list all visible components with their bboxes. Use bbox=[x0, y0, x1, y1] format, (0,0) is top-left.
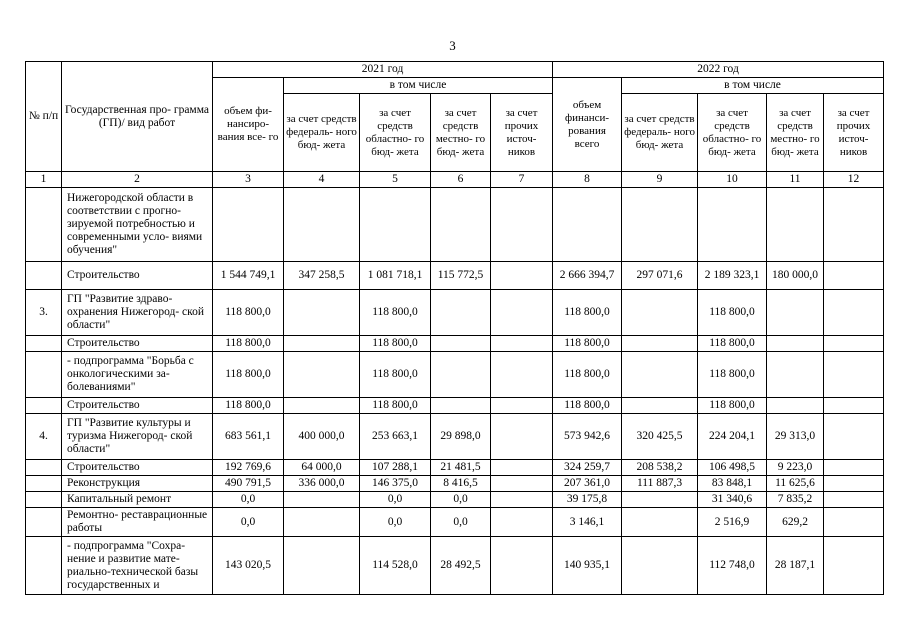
table-row bbox=[26, 352, 884, 398]
value-cell: 118 800,0 bbox=[213, 352, 284, 398]
row-name: Строительство bbox=[62, 460, 213, 476]
value-cell bbox=[767, 290, 824, 336]
page-number: 3 bbox=[449, 38, 456, 53]
value-cell: 118 800,0 bbox=[698, 336, 767, 352]
value-cell: 1 544 749,1 bbox=[213, 262, 284, 290]
value-cell bbox=[491, 262, 553, 290]
value-cell bbox=[284, 188, 360, 262]
row-name: Ремонтно- реставрационные работы bbox=[62, 508, 213, 537]
value-cell bbox=[824, 476, 884, 492]
value-cell: 336 000,0 bbox=[284, 476, 360, 492]
table-row bbox=[26, 398, 884, 414]
value-cell bbox=[491, 460, 553, 476]
value-cell bbox=[284, 290, 360, 336]
col-number: 10 bbox=[698, 172, 767, 188]
value-cell bbox=[431, 352, 491, 398]
value-cell bbox=[767, 188, 824, 262]
row-name: - подпрограмма "Борьба с онкологическими за- болеваниями" bbox=[62, 352, 213, 398]
value-cell: 2 189 323,1 bbox=[698, 262, 767, 290]
table-row bbox=[26, 537, 884, 595]
value-cell: 192 769,6 bbox=[213, 460, 284, 476]
value-cell: 118 800,0 bbox=[553, 398, 622, 414]
header-year-2021: 2021 год bbox=[213, 62, 553, 78]
value-cell bbox=[622, 537, 698, 595]
value-cell: 0,0 bbox=[431, 508, 491, 537]
value-cell: 0,0 bbox=[213, 508, 284, 537]
col-number: 9 bbox=[622, 172, 698, 188]
row-number bbox=[26, 336, 62, 352]
header-regional-2022: за счет средств областно- го бюд- жета bbox=[698, 94, 767, 172]
value-cell: 39 175,8 bbox=[553, 492, 622, 508]
row-name: ГП "Развитие здраво- охранения Нижегород- ской области" bbox=[62, 290, 213, 336]
value-cell bbox=[824, 336, 884, 352]
value-cell: 683 561,1 bbox=[213, 414, 284, 460]
value-cell: 1 081 718,1 bbox=[360, 262, 431, 290]
header-col-name: Государственная про- грамма (ГП)/ вид работ bbox=[62, 62, 213, 172]
value-cell: 8 416,5 bbox=[431, 476, 491, 492]
table-row bbox=[26, 188, 884, 262]
value-cell bbox=[824, 460, 884, 476]
value-cell: 347 258,5 bbox=[284, 262, 360, 290]
value-cell bbox=[284, 537, 360, 595]
value-cell bbox=[553, 188, 622, 262]
row-number bbox=[26, 492, 62, 508]
row-number bbox=[26, 352, 62, 398]
value-cell bbox=[284, 398, 360, 414]
row-number bbox=[26, 476, 62, 492]
value-cell bbox=[491, 290, 553, 336]
value-cell bbox=[491, 188, 553, 262]
header-including-2021: в том числе bbox=[284, 78, 553, 94]
col-number: 3 bbox=[213, 172, 284, 188]
value-cell: 29 898,0 bbox=[431, 414, 491, 460]
header-year-2022: 2022 год bbox=[553, 62, 884, 78]
value-cell: 11 625,6 bbox=[767, 476, 824, 492]
value-cell: 118 800,0 bbox=[360, 290, 431, 336]
value-cell bbox=[622, 398, 698, 414]
value-cell: 118 800,0 bbox=[553, 352, 622, 398]
value-cell bbox=[824, 262, 884, 290]
col-number: 6 bbox=[431, 172, 491, 188]
header-total-2022: объем финанси- рования всего bbox=[553, 78, 622, 172]
value-cell bbox=[622, 290, 698, 336]
row-number bbox=[26, 460, 62, 476]
row-number: 4. bbox=[26, 414, 62, 460]
value-cell: 118 800,0 bbox=[698, 398, 767, 414]
value-cell: 83 848,1 bbox=[698, 476, 767, 492]
table-row bbox=[26, 336, 884, 352]
header-federal-2021: за счет средств федераль- ного бюд- жета bbox=[284, 94, 360, 172]
col-number: 12 bbox=[824, 172, 884, 188]
value-cell bbox=[622, 352, 698, 398]
value-cell: 320 425,5 bbox=[622, 414, 698, 460]
value-cell bbox=[767, 336, 824, 352]
value-cell bbox=[824, 508, 884, 537]
value-cell bbox=[213, 188, 284, 262]
value-cell: 29 313,0 bbox=[767, 414, 824, 460]
header-other-2022: за счет прочих источ- ников bbox=[824, 94, 884, 172]
value-cell: 9 223,0 bbox=[767, 460, 824, 476]
value-cell bbox=[824, 492, 884, 508]
row-name: - подпрограмма "Сохра- нение и развитие мате- риально-технической базы государственных и bbox=[62, 537, 213, 595]
value-cell bbox=[431, 290, 491, 336]
row-number: 3. bbox=[26, 290, 62, 336]
value-cell: 118 800,0 bbox=[360, 352, 431, 398]
value-cell: 106 498,5 bbox=[698, 460, 767, 476]
value-cell bbox=[431, 188, 491, 262]
row-number bbox=[26, 262, 62, 290]
col-number: 4 bbox=[284, 172, 360, 188]
value-cell bbox=[824, 188, 884, 262]
value-cell bbox=[491, 398, 553, 414]
col-number: 8 bbox=[553, 172, 622, 188]
table-row bbox=[26, 508, 884, 537]
value-cell bbox=[284, 352, 360, 398]
value-cell bbox=[824, 414, 884, 460]
header-col-no: № п/п bbox=[26, 62, 62, 172]
value-cell bbox=[431, 398, 491, 414]
value-cell: 180 000,0 bbox=[767, 262, 824, 290]
table-row bbox=[26, 414, 884, 460]
value-cell bbox=[284, 508, 360, 537]
value-cell: 400 000,0 bbox=[284, 414, 360, 460]
value-cell: 118 800,0 bbox=[213, 398, 284, 414]
header-other-2021: за счет прочих источ- ников bbox=[491, 94, 553, 172]
value-cell: 0,0 bbox=[360, 508, 431, 537]
row-name: Реконструкция bbox=[62, 476, 213, 492]
table-row bbox=[26, 460, 884, 476]
value-cell bbox=[622, 336, 698, 352]
value-cell: 107 288,1 bbox=[360, 460, 431, 476]
value-cell: 28 492,5 bbox=[431, 537, 491, 595]
value-cell: 31 340,6 bbox=[698, 492, 767, 508]
value-cell bbox=[767, 398, 824, 414]
row-number bbox=[26, 188, 62, 262]
value-cell: 140 935,1 bbox=[553, 537, 622, 595]
col-number: 2 bbox=[62, 172, 213, 188]
value-cell bbox=[360, 188, 431, 262]
value-cell bbox=[767, 352, 824, 398]
value-cell bbox=[284, 336, 360, 352]
row-name: ГП "Развитие культуры и туризма Нижегород- ской области" bbox=[62, 414, 213, 460]
value-cell bbox=[491, 492, 553, 508]
value-cell: 115 772,5 bbox=[431, 262, 491, 290]
value-cell bbox=[622, 508, 698, 537]
value-cell: 629,2 bbox=[767, 508, 824, 537]
col-number: 5 bbox=[360, 172, 431, 188]
value-cell bbox=[431, 336, 491, 352]
value-cell: 2 516,9 bbox=[698, 508, 767, 537]
value-cell: 21 481,5 bbox=[431, 460, 491, 476]
value-cell bbox=[491, 352, 553, 398]
row-number bbox=[26, 398, 62, 414]
value-cell: 118 800,0 bbox=[698, 352, 767, 398]
table-row bbox=[26, 476, 884, 492]
value-cell bbox=[824, 398, 884, 414]
value-cell: 118 800,0 bbox=[553, 290, 622, 336]
header-total-2021: объем фи- нансиро- вания все- го bbox=[213, 78, 284, 172]
value-cell bbox=[284, 492, 360, 508]
value-cell: 0,0 bbox=[360, 492, 431, 508]
value-cell: 324 259,7 bbox=[553, 460, 622, 476]
col-number: 1 bbox=[26, 172, 62, 188]
table-row bbox=[26, 262, 884, 290]
row-name: Строительство bbox=[62, 262, 213, 290]
table-row bbox=[26, 492, 884, 508]
value-cell bbox=[491, 476, 553, 492]
header-regional-2021: за счет средств областно- го бюд- жета bbox=[360, 94, 431, 172]
value-cell: 207 361,0 bbox=[553, 476, 622, 492]
header-local-2021: за счет средств местно- го бюд- жета bbox=[431, 94, 491, 172]
value-cell bbox=[824, 537, 884, 595]
value-cell: 118 800,0 bbox=[213, 336, 284, 352]
value-cell: 143 020,5 bbox=[213, 537, 284, 595]
table-row bbox=[26, 290, 884, 336]
value-cell: 7 835,2 bbox=[767, 492, 824, 508]
row-name: Нижегородской области в соответствии с прогно- зируемой потребностью и современными усло- виями обучения" bbox=[62, 188, 213, 262]
value-cell: 490 791,5 bbox=[213, 476, 284, 492]
value-cell: 64 000,0 bbox=[284, 460, 360, 476]
col-number: 11 bbox=[767, 172, 824, 188]
value-cell: 208 538,2 bbox=[622, 460, 698, 476]
value-cell: 118 800,0 bbox=[360, 398, 431, 414]
header-including-2022: в том числе bbox=[622, 78, 884, 94]
value-cell: 224 204,1 bbox=[698, 414, 767, 460]
column-number-row bbox=[26, 172, 884, 188]
value-cell: 253 663,1 bbox=[360, 414, 431, 460]
value-cell: 112 748,0 bbox=[698, 537, 767, 595]
value-cell: 3 146,1 bbox=[553, 508, 622, 537]
row-number bbox=[26, 508, 62, 537]
value-cell: 297 071,6 bbox=[622, 262, 698, 290]
col-number: 7 bbox=[491, 172, 553, 188]
value-cell bbox=[622, 492, 698, 508]
header-local-2022: за счет средств местно- го бюд- жета bbox=[767, 94, 824, 172]
value-cell bbox=[491, 414, 553, 460]
value-cell: 2 666 394,7 bbox=[553, 262, 622, 290]
value-cell: 0,0 bbox=[431, 492, 491, 508]
row-name: Капитальный ремонт bbox=[62, 492, 213, 508]
value-cell: 146 375,0 bbox=[360, 476, 431, 492]
value-cell: 573 942,6 bbox=[553, 414, 622, 460]
value-cell bbox=[698, 188, 767, 262]
value-cell bbox=[491, 508, 553, 537]
value-cell: 28 187,1 bbox=[767, 537, 824, 595]
value-cell: 118 800,0 bbox=[553, 336, 622, 352]
value-cell bbox=[622, 188, 698, 262]
value-cell: 118 800,0 bbox=[360, 336, 431, 352]
row-name: Строительство bbox=[62, 336, 213, 352]
value-cell: 111 887,3 bbox=[622, 476, 698, 492]
value-cell bbox=[824, 290, 884, 336]
header-federal-2022: за счет средств федераль- ного бюд- жета bbox=[622, 94, 698, 172]
row-name: Строительство bbox=[62, 398, 213, 414]
value-cell: 118 800,0 bbox=[698, 290, 767, 336]
value-cell: 114 528,0 bbox=[360, 537, 431, 595]
financing-table bbox=[25, 61, 884, 595]
value-cell: 118 800,0 bbox=[213, 290, 284, 336]
value-cell bbox=[824, 352, 884, 398]
value-cell: 0,0 bbox=[213, 492, 284, 508]
value-cell bbox=[491, 537, 553, 595]
row-number bbox=[26, 537, 62, 595]
value-cell bbox=[491, 336, 553, 352]
